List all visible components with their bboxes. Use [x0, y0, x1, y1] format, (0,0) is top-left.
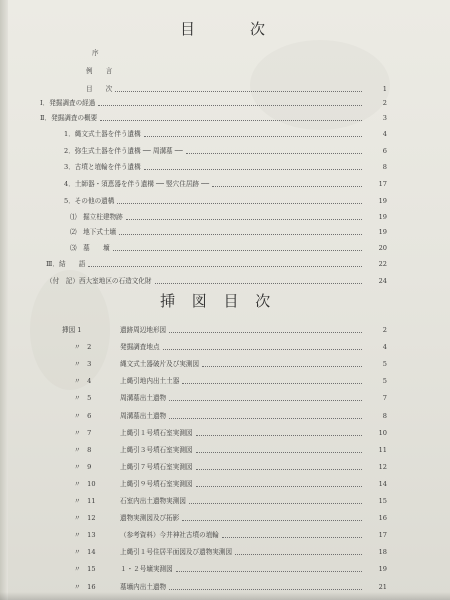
toc-entry-page: 20	[378, 244, 387, 252]
toc-entry	[0, 145, 450, 158]
toc-entry-label: 4．土師器・須恵器を伴う遺構 ── 竪穴住居跡 ──	[64, 180, 210, 188]
figure-caption: 上縄引１号住居平面図及び遺物実測図	[120, 548, 233, 556]
figure-caption: 上縄引９号墳石室実測図	[120, 480, 193, 488]
figure-leader-dots	[169, 324, 362, 333]
figure-page: 4	[382, 343, 387, 351]
toc-entry-label: 序	[92, 49, 99, 57]
figure-number: 〃 7	[74, 429, 92, 437]
figure-caption: 遺物実測図及び拓影	[120, 514, 180, 522]
figure-caption: 石室内出土遺物実測図	[120, 497, 186, 505]
toc-leader-dots	[144, 161, 362, 170]
figures-title: 挿 図 目 次	[160, 292, 277, 310]
figure-leader-dots	[189, 495, 362, 504]
toc-entry-label: 5．その他の遺構	[64, 197, 115, 205]
toc-entry	[0, 195, 450, 208]
figure-number: 〃 14	[74, 548, 96, 556]
toc-leader-dots	[212, 178, 362, 187]
toc-entry-page: 1	[382, 85, 387, 93]
figure-entry	[0, 495, 450, 508]
figure-entry	[0, 392, 450, 405]
figure-entry	[0, 341, 450, 354]
toc-entry	[0, 226, 450, 239]
toc-leader-dots	[98, 97, 362, 106]
figure-leader-dots	[182, 375, 362, 384]
figure-leader-dots	[169, 392, 362, 401]
toc-entry-label: 例 言	[86, 67, 113, 75]
figure-leader-dots	[169, 581, 362, 590]
figure-leader-dots	[196, 427, 362, 436]
toc-entry-label: 1．縄文式土器を伴う遺構	[64, 130, 141, 138]
toc-leader-dots	[100, 112, 362, 121]
figure-page: 7	[382, 394, 387, 402]
figure-entry	[0, 461, 450, 474]
toc-entry	[0, 211, 450, 224]
figure-number: 〃 10	[74, 480, 96, 488]
figure-page: 14	[378, 480, 387, 488]
figure-entry	[0, 444, 450, 457]
figure-page: 18	[378, 548, 387, 556]
toc-leader-dots	[113, 242, 362, 251]
figure-caption: 発掘調査地点	[120, 343, 160, 351]
toc-entry-label: 目 次	[86, 85, 113, 93]
figure-leader-dots	[196, 444, 362, 453]
toc-entry-page: 17	[378, 180, 387, 188]
toc-leader-dots	[115, 83, 362, 92]
figure-caption: 縄文式土器破片及び実測図	[120, 360, 200, 368]
toc-entry-label: Ⅱ．発掘調査の概要	[40, 114, 98, 122]
figure-page: 15	[378, 497, 387, 505]
figure-page: 5	[382, 377, 387, 385]
figure-number: 〃 16	[74, 583, 96, 591]
toc-entry	[0, 275, 450, 288]
toc-entry-page: 19	[378, 197, 387, 205]
toc-entry	[0, 83, 450, 96]
figure-number: 〃 13	[74, 531, 96, 539]
figure-page: 17	[378, 531, 387, 539]
figure-page: 2	[382, 326, 387, 334]
figure-caption: 上縄引３号墳石室実測図	[120, 446, 193, 454]
toc-leader-dots	[117, 195, 362, 204]
toc-entry	[0, 128, 450, 141]
toc-entry	[0, 161, 450, 174]
figure-entry	[0, 410, 450, 423]
toc-entry-page: 4	[382, 130, 387, 138]
figure-caption: 上縄引１号墳石室実測図	[120, 429, 193, 437]
toc-entry-label: （付 記）西大室地区の石造文化財	[46, 277, 152, 285]
figure-entry	[0, 324, 450, 337]
figure-leader-dots	[182, 512, 362, 521]
figure-caption: 遺跡周辺地形図	[120, 326, 167, 334]
toc-entry-label: ⑴ 掘立柱建物跡	[70, 213, 123, 221]
figure-number: 〃 9	[74, 463, 92, 471]
toc-entry-page: 8	[382, 163, 387, 171]
toc-entry-page: 2	[382, 99, 387, 107]
figure-number: 〃 3	[74, 360, 92, 368]
figure-leader-dots	[176, 563, 362, 572]
figure-caption: 墓壙内出土遺物	[120, 583, 167, 591]
figure-leader-dots	[163, 341, 362, 350]
toc-leader-dots	[155, 275, 363, 284]
figure-number: 〃 5	[74, 394, 92, 402]
toc-leader-dots	[126, 211, 362, 220]
toc-entry-page: 3	[382, 114, 387, 122]
toc-leader-dots	[186, 145, 362, 154]
toc-entry-page: 24	[378, 277, 387, 285]
figure-number: 〃 11	[74, 497, 96, 505]
toc-entry-page: 19	[378, 228, 387, 236]
figure-page: 21	[378, 583, 387, 591]
toc-entry	[0, 65, 450, 78]
figure-caption: 周溝墓出土遺物	[120, 394, 167, 402]
figure-page: 10	[378, 429, 387, 437]
figure-entry	[0, 427, 450, 440]
page-shadow	[0, 592, 450, 600]
toc-entry-label: Ⅰ．発掘調査の経過	[40, 99, 96, 107]
figure-caption: 上縄引７号墳石室実測図	[120, 463, 193, 471]
figure-number: 〃 12	[74, 514, 96, 522]
toc-entry-label: ⑶ 墓 壙	[70, 244, 110, 252]
figure-page: 12	[378, 463, 387, 471]
figure-caption: 周溝墓出土遺物	[120, 412, 167, 420]
figure-entry	[0, 512, 450, 525]
figure-leader-dots	[202, 358, 362, 367]
figure-page: 19	[378, 565, 387, 573]
figure-caption: １・２号壙実測図	[120, 565, 173, 573]
figure-entry	[0, 529, 450, 542]
toc-entry	[0, 258, 450, 271]
toc-entry	[0, 242, 450, 255]
figure-number: 〃 6	[74, 412, 92, 420]
figure-entry	[0, 358, 450, 371]
figure-page: 5	[382, 360, 387, 368]
figure-number: 〃 15	[74, 565, 96, 573]
figure-leader-dots	[235, 546, 362, 555]
figure-page: 8	[382, 412, 387, 420]
figure-leader-dots	[169, 410, 362, 419]
figure-number: 〃 8	[74, 446, 92, 454]
figure-caption: 上縄引地内出土土器	[120, 377, 180, 385]
figure-number: 〃 2	[74, 343, 92, 351]
figure-entry	[0, 546, 450, 559]
toc-entry	[0, 112, 450, 125]
figure-entry	[0, 563, 450, 576]
toc-entry-label: ⑵ 地下式土壙	[70, 228, 117, 236]
toc-entry-label: 2．弥生式土器を伴う遺構 ── 周溝墓 ──	[64, 147, 183, 155]
figure-leader-dots	[196, 478, 362, 487]
toc-entry-page: 6	[382, 147, 387, 155]
toc-entry	[0, 47, 450, 60]
figure-entry	[0, 375, 450, 388]
toc-leader-dots	[144, 128, 362, 137]
figure-page: 11	[378, 446, 387, 454]
toc-entry	[0, 178, 450, 191]
toc-entry-page: 22	[378, 260, 387, 268]
toc-entry-page: 19	[378, 213, 387, 221]
figure-leader-dots	[222, 529, 362, 538]
toc-entry	[0, 97, 450, 110]
figure-entry	[0, 478, 450, 491]
figure-caption: （参考資料）今井神社古墳の埴輪	[120, 531, 219, 539]
figure-page: 16	[378, 514, 387, 522]
toc-entry-label: 3．古墳と埴輪を伴う遺構	[64, 163, 141, 171]
toc-leader-dots	[119, 226, 362, 235]
toc-entry-label: Ⅲ．結 語	[46, 260, 86, 268]
toc-title: 目 次	[180, 20, 286, 38]
figure-number: 〃 4	[74, 377, 92, 385]
figure-number: 挿図 1	[62, 326, 82, 334]
toc-leader-dots	[88, 258, 362, 267]
figure-leader-dots	[196, 461, 362, 470]
